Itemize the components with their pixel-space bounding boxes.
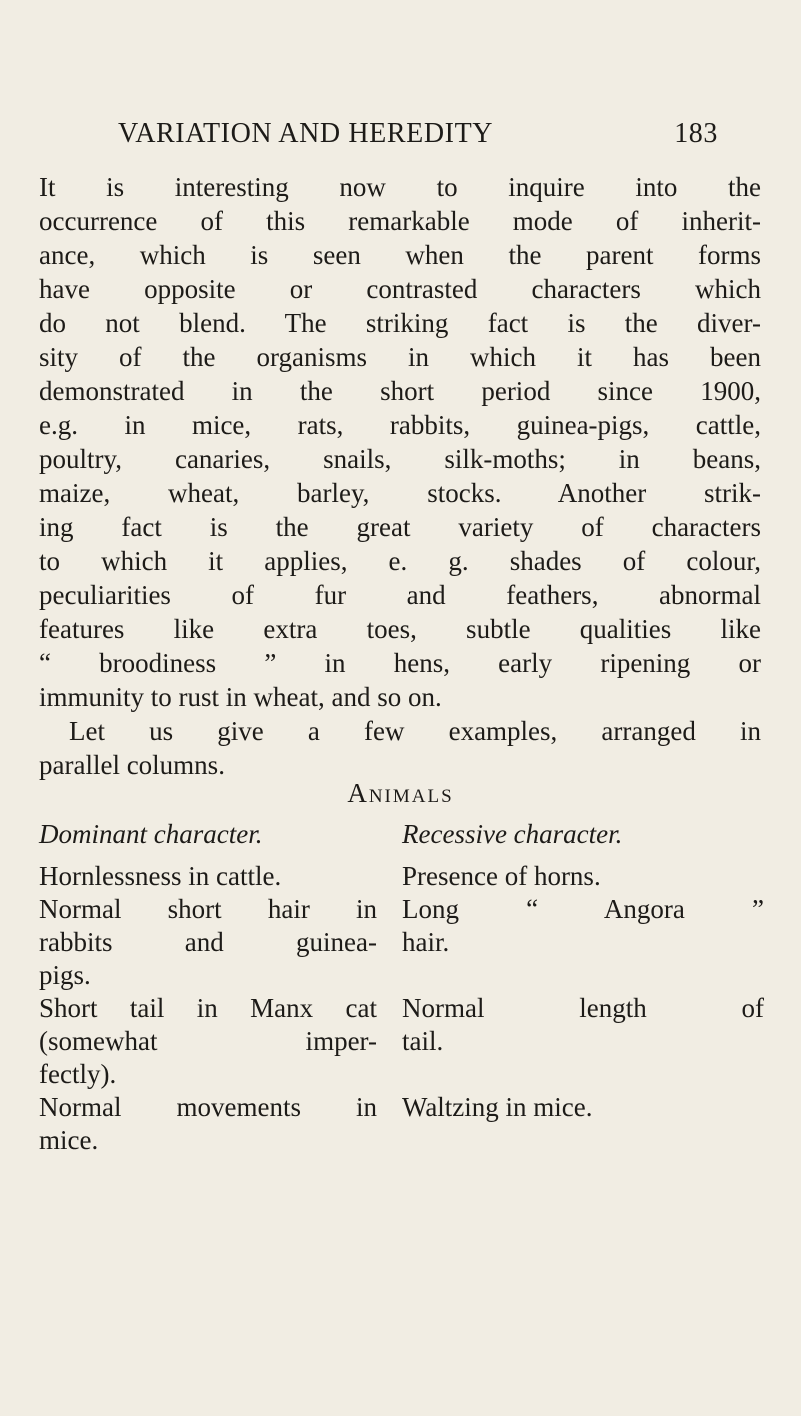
paragraph-line: Let us give a few examples, arranged in	[69, 716, 761, 746]
body-paragraph	[39, 170, 761, 782]
paragraph-line: ing fact is the great variety of characters	[39, 512, 761, 542]
paragraph-line: features like extra toes, subtle qualities like	[39, 614, 761, 644]
paragraph-line: demonstrated in the short period since 1900,	[39, 376, 761, 406]
dominant-cell	[39, 1091, 377, 1157]
cell-line: Waltzing in mice.	[402, 1092, 593, 1122]
cell-line: Normal movements in	[39, 1092, 377, 1122]
paragraph-line: poultry, canaries, snails, silk-moths; in beans,	[39, 444, 761, 474]
cell-line: tail.	[402, 1026, 444, 1056]
cell-line: mice.	[39, 1125, 99, 1155]
dominant-column-heading: Dominant character.	[39, 819, 263, 849]
paragraph-line: occurrence of this remarkable mode of inherit-	[39, 206, 761, 236]
paragraph-line: maize, wheat, barley, stocks. Another strik-	[39, 478, 761, 508]
page-number: 183	[674, 118, 718, 149]
paragraph-line: have opposite or contrasted characters which	[39, 274, 761, 304]
paragraph-line: e.g. in mice, rats, rabbits, guinea-pigs, cattle,	[39, 410, 761, 440]
cell-line: fectly).	[39, 1059, 117, 1089]
cell-line: rabbits and guinea-	[39, 927, 377, 957]
paragraph-line: peculiarities of fur and feathers, abnormal	[39, 580, 761, 610]
recessive-cell	[402, 1091, 764, 1124]
cell-line: Short tail in Manx cat	[39, 993, 377, 1023]
cell-line: hair.	[402, 927, 450, 957]
paragraph-line: do not blend. The striking fact is the diver-	[39, 308, 761, 338]
paragraph-line: It is interesting now to inquire into the	[39, 172, 761, 202]
paragraph-line: to which it applies, e. g. shades of colour,	[39, 546, 761, 576]
dominant-cell	[39, 860, 377, 893]
cell-line: Normal short hair in	[39, 894, 377, 924]
cell-line: Long “ Angora ”	[402, 894, 764, 924]
recessive-column-heading: Recessive character.	[402, 819, 623, 849]
cell-line: Hornlessness in cattle.	[39, 861, 282, 891]
paragraph-line: immunity to rust in wheat, and so on.	[39, 682, 442, 712]
paragraph-line: “ broodiness ” in hens, early ripening or	[39, 648, 761, 678]
cell-line: Presence of horns.	[402, 861, 601, 891]
dominant-cell	[39, 893, 377, 992]
cell-line: (somewhat imper-	[39, 1026, 377, 1056]
paragraph-line: ance, which is seen when the parent forms	[39, 240, 761, 270]
cell-line: Normal length of	[402, 993, 764, 1023]
recessive-cell	[402, 992, 764, 1058]
cell-line: pigs.	[39, 960, 91, 990]
recessive-cell	[402, 860, 764, 893]
section-heading: Animals	[347, 778, 454, 808]
paragraph-line: parallel columns.	[39, 750, 225, 780]
running-head-title: VARIATION AND HEREDITY	[118, 118, 494, 149]
dominant-cell	[39, 992, 377, 1091]
paragraph-line: sity of the organisms in which it has been	[39, 342, 761, 372]
recessive-cell	[402, 893, 764, 959]
